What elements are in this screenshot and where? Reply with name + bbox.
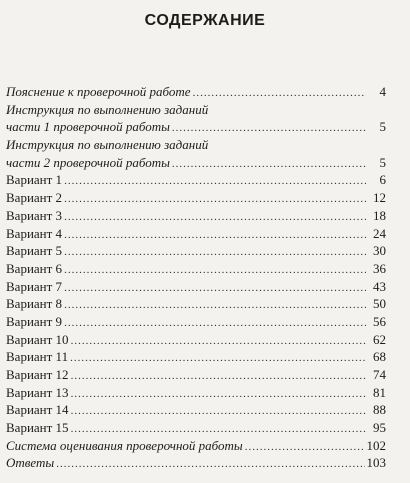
toc-entry-page-number: 30: [373, 243, 386, 259]
toc-entry-label: Вариант 10: [6, 331, 69, 347]
toc-entry-label: Вариант 4: [6, 225, 63, 241]
toc-entry-label: Вариант 11: [6, 349, 69, 365]
dot-leader: [71, 386, 366, 404]
toc-entry-page-number: 24: [373, 225, 386, 241]
toc-entry[interactable]: [6, 225, 386, 243]
toc-entry-label: Вариант 8: [6, 296, 63, 312]
toc-entry-label: части 2 проверочной работы: [6, 154, 170, 170]
dot-leader: [245, 439, 365, 457]
toc-entry-label: Вариант 14: [6, 402, 69, 418]
toc-entry-page-number: 95: [373, 420, 386, 436]
toc-entry-page-number: 81: [373, 384, 386, 400]
dot-leader: [70, 350, 366, 368]
toc-entry-label: Система оценивания проверочной работы: [6, 437, 243, 453]
dot-leader: [56, 456, 364, 474]
toc-entry[interactable]: [6, 313, 386, 331]
toc-entry[interactable]: [6, 331, 386, 349]
toc-entry-page-number: 6: [379, 172, 386, 188]
toc-entry[interactable]: [6, 242, 386, 260]
toc-entry[interactable]: [6, 83, 386, 101]
toc-entry-page-number: 5: [379, 154, 386, 170]
toc-entry-label: Вариант 6: [6, 260, 63, 276]
toc-entry[interactable]: [6, 101, 386, 136]
toc-entry-page-number: 36: [373, 260, 386, 276]
toc-entry[interactable]: [6, 207, 386, 225]
toc-entry[interactable]: [6, 454, 386, 472]
toc-entry-label: Вариант 3: [6, 207, 63, 223]
toc-entry-page-number: 74: [373, 367, 386, 382]
toc-entry[interactable]: [6, 260, 386, 278]
dot-leader: [64, 280, 366, 298]
toc-entry[interactable]: [6, 278, 386, 296]
toc-entry-label: Вариант 15: [6, 420, 69, 436]
toc-entry-page-number: 50: [373, 296, 386, 312]
toc-entry-page-number: 4: [379, 84, 386, 99]
toc-entry[interactable]: [6, 171, 386, 189]
dot-leader: [64, 315, 366, 333]
toc-entry-label: части 1 проверочной работы: [6, 119, 170, 135]
toc-entry-label-line1: Инструкция по выполнению заданий: [6, 101, 209, 117]
dot-leader: [64, 191, 366, 209]
dot-leader: [64, 209, 366, 227]
toc-entry[interactable]: [6, 366, 386, 384]
toc-entry-page-number: 43: [373, 278, 386, 294]
toc-entry-page-number: 18: [373, 207, 386, 223]
toc-entry[interactable]: [6, 136, 386, 171]
toc-entry-label: Вариант 9: [6, 313, 63, 329]
toc-entry-label-line1: Инструкция по выполнению заданий: [6, 137, 209, 153]
toc-entry[interactable]: [6, 401, 386, 419]
dot-leader: [172, 156, 366, 174]
dot-leader: [71, 403, 366, 421]
dot-leader: [64, 173, 366, 191]
table-of-contents: [6, 83, 386, 472]
toc-entry-label: Вариант 12: [6, 367, 69, 382]
dot-leader: [71, 333, 366, 351]
dot-leader: [64, 262, 366, 280]
toc-entry-label: Вариант 7: [6, 278, 63, 294]
toc-entry-label: Вариант 1: [6, 172, 63, 188]
toc-entry-page-number: 12: [373, 190, 386, 206]
toc-entry-label: Вариант 5: [6, 243, 63, 259]
toc-entry-label: Ответы: [6, 455, 55, 471]
toc-entry-page-number: 62: [373, 331, 386, 347]
toc-entry-label: Вариант 2: [6, 190, 63, 206]
toc-entry[interactable]: [6, 295, 386, 313]
dot-leader: [64, 297, 366, 315]
toc-entry[interactable]: [6, 419, 386, 437]
toc-entry-label: Пояснение к проверочной работе: [6, 84, 191, 99]
toc-entry[interactable]: [6, 384, 386, 402]
page-title: СОДЕРЖАНИЕ: [144, 12, 266, 29]
toc-entry[interactable]: [6, 348, 386, 366]
dot-leader: [64, 244, 366, 262]
toc-entry-label: Вариант 13: [6, 384, 69, 400]
toc-entry[interactable]: [6, 437, 386, 455]
toc-entry-page-number: 102: [366, 437, 386, 453]
toc-entry-page-number: 5: [379, 119, 386, 135]
toc-entry-page-number: 103: [366, 455, 386, 471]
dot-leader: [71, 368, 366, 386]
toc-entry-page-number: 88: [373, 402, 386, 418]
toc-entry-page-number: 56: [373, 313, 386, 329]
dot-leader: [64, 227, 366, 245]
toc-entry-page-number: 68: [373, 349, 386, 365]
toc-entry[interactable]: [6, 189, 386, 207]
